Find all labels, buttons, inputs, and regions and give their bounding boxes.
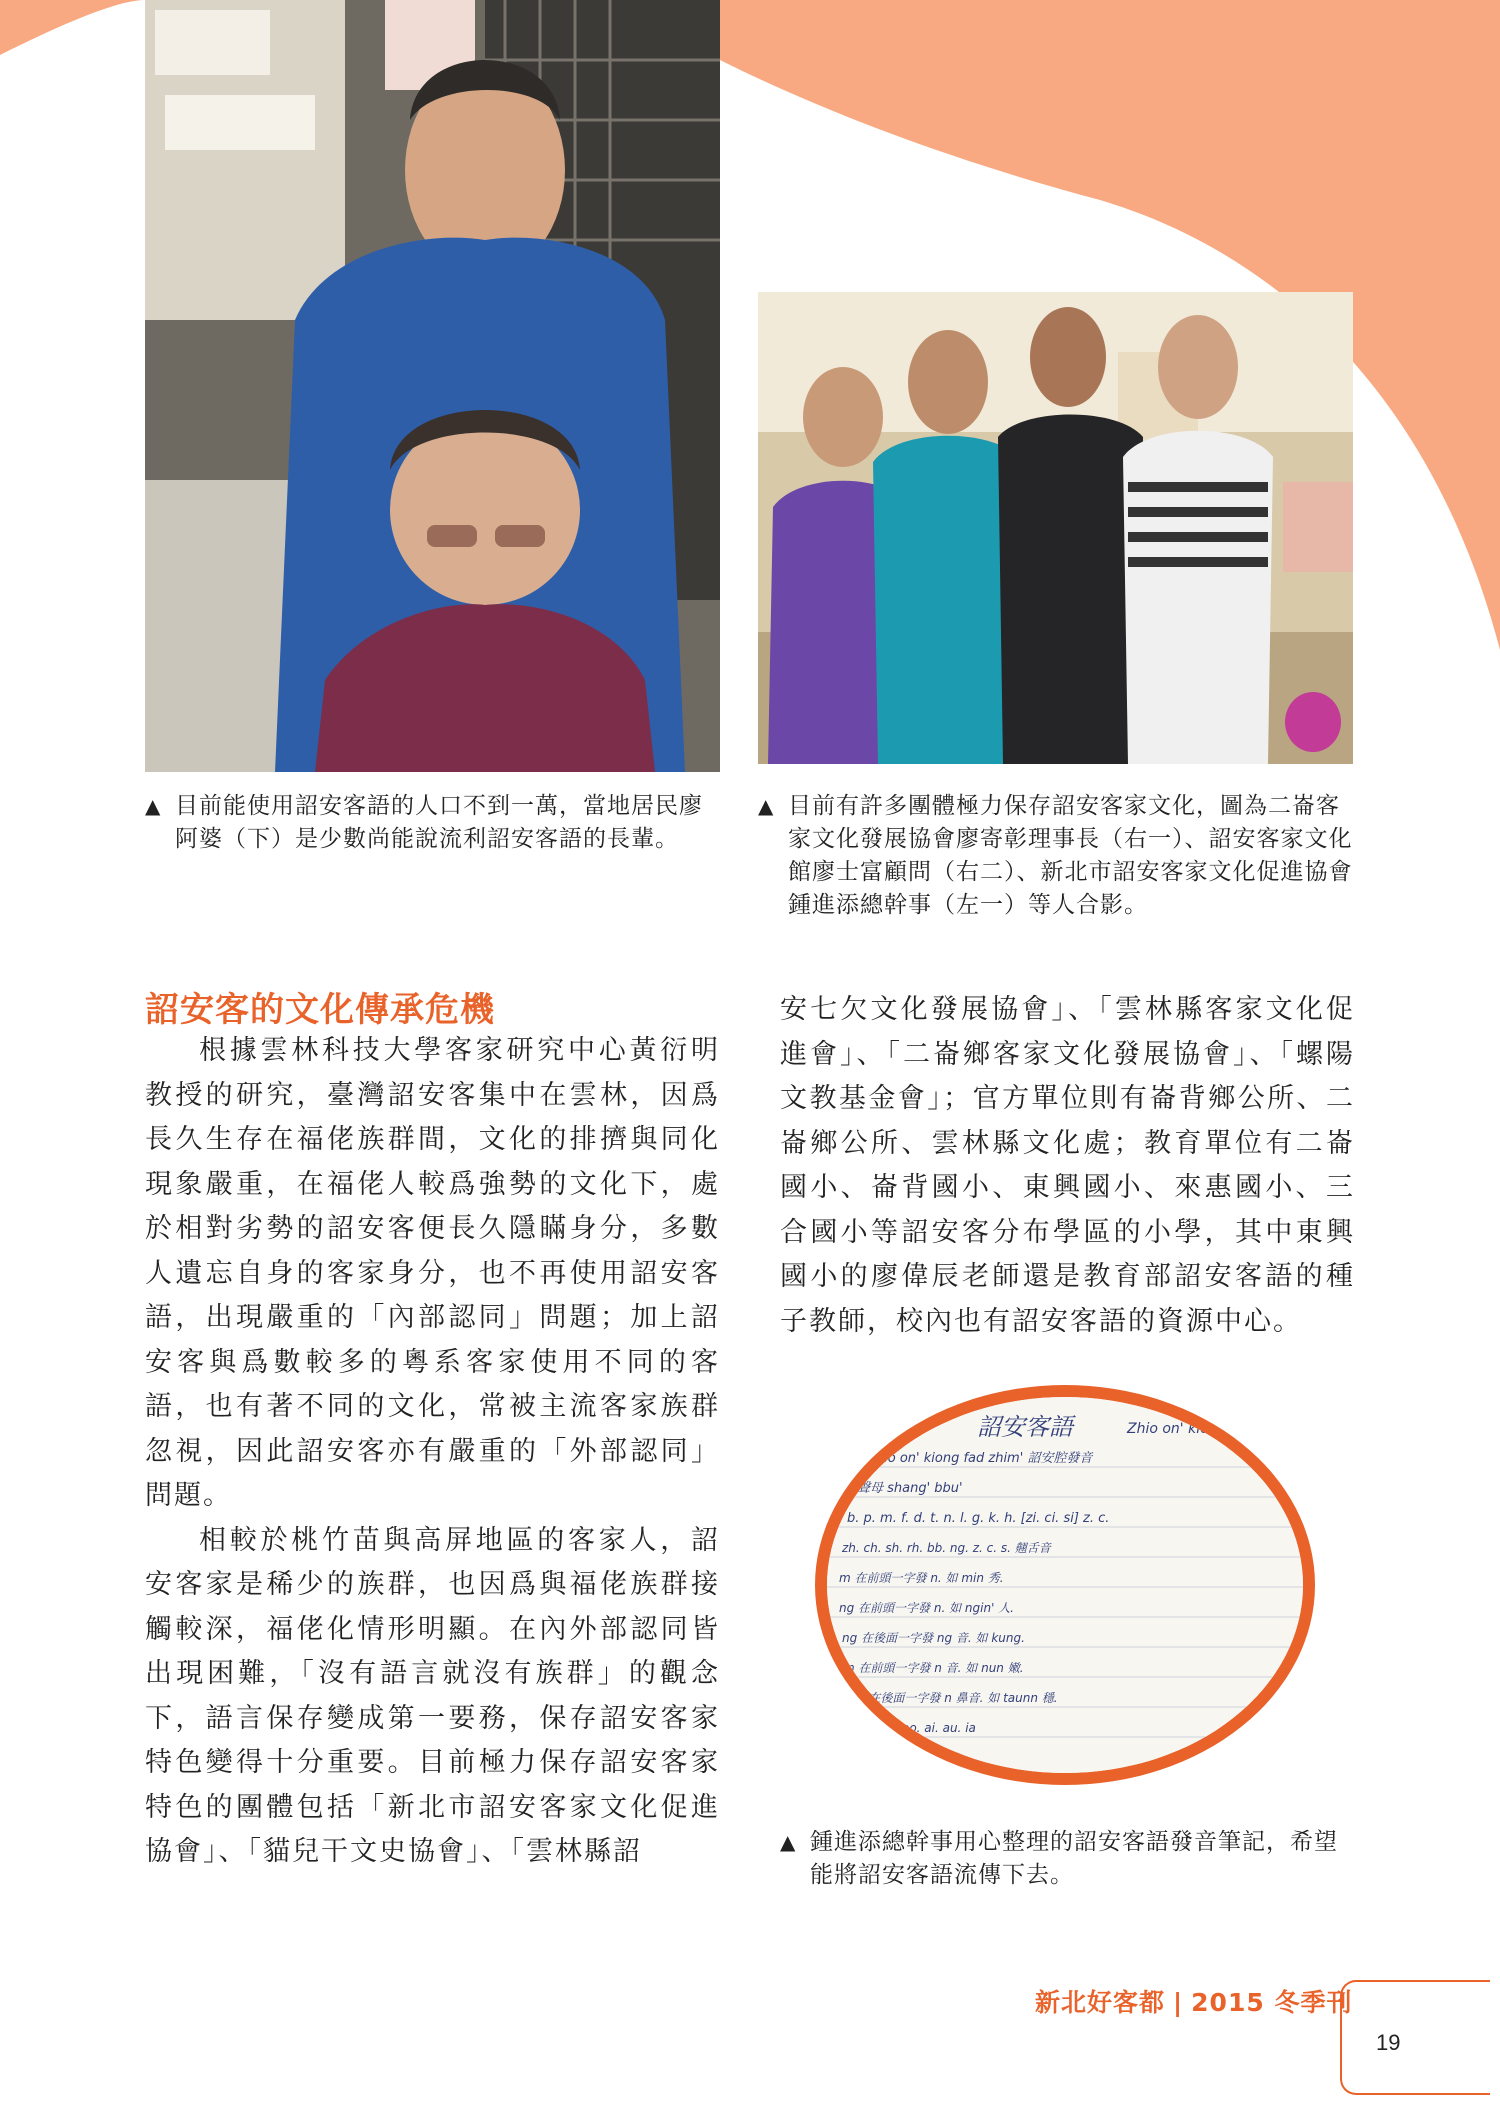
triangle-marker-icon: ▲	[780, 1830, 796, 1854]
notes-line: m 在前頭一字發 n. 如 min 秀.	[839, 1571, 1004, 1585]
notes-title: 詔安客語	[977, 1413, 1073, 1441]
magazine-name: 新北好客都	[1035, 1988, 1166, 2017]
triangle-marker-icon: ▲	[145, 794, 161, 818]
caption-text: 目前有許多團體極力保存詔安客家文化，圖為二崙客家文化發展協會廖寄彰理事長（右一）、詔安客家文化館廖士富顧問（右二）、新北市詔安客家文化促進協會鍾進添總幹事（左一）等人合影。	[788, 793, 1353, 918]
group-of-four-men-photo	[758, 292, 1353, 764]
article-paragraph-continued: 安七欠文化發展協會」、「雲林縣客家文化促進會」、「二崙鄉客家文化發展協會」、「螺陽文教基金會」；官方單位則有崙背鄉公所、二崙鄉公所、雲林縣文化處；教育單位有二崙國小、崙背國小、東興國小、來惠國小、三合國小等詔安客分布學區的小學，其中東興國小的廖偉辰老師還是教育部詔安客語的種子教師，校內也有詔安客語的資源中心。	[780, 994, 1355, 1337]
article-paragraph: 根據雲林科技大學客家研究中心黃衍明教授的研究，臺灣詔安客集中在雲林，因爲長久生存在福佬族群間，文化的排擠與同化現象嚴重，在福佬人較爲強勢的文化下，處於相對劣勢的詔安客便長久隱瞞身分，多數人遺忘自身的客家身分，也不再使用詔安客語，出現嚴重的「內部認同」問題；加上詔安客與爲數較多的粵系客家使用不同的客語，也有著不同的文化，常被主流客家族群忽視，因此詔安客亦有嚴重的「外部認同」問題。	[145, 1035, 720, 1511]
notes-line: ng 在後面一字發 ng 音. 如 kung.	[842, 1631, 1025, 1645]
caption-text: 鍾進添總幹事用心整理的詔安客語發音筆記，希望能將詔安客語流傳下去。	[810, 1829, 1338, 1888]
notes-line: n 在前頭一字發 n 音. 如 nun 嫩.	[847, 1661, 1024, 1675]
photo-caption-notes	[780, 1826, 1360, 1892]
triangle-marker-icon: ▲	[758, 794, 774, 818]
footer-separator: |	[1173, 1988, 1184, 2017]
notes-line: b. p. m. f. d. t. n. l. g. k. h. [zi. ci. si] z. c.	[847, 1511, 1110, 1526]
photo-caption-elderly	[145, 790, 725, 856]
photo-caption-group	[758, 790, 1358, 922]
notes-line: o. oo. ai. au. ia	[887, 1721, 976, 1735]
notes-line: ng 在前頭一字發 n. 如 ngin' 人.	[839, 1601, 1014, 1615]
footer-magazine-issue	[1035, 1983, 1352, 2019]
notes-line: Zhio on' kiong fad zhim' 詔安腔發音	[867, 1451, 1093, 1466]
notes-line: 聲母 shang' bbu'	[857, 1481, 963, 1496]
notes-line: n 在後面一字發 n 鼻音. 如 taunn 穩.	[857, 1691, 1058, 1705]
caption-text: 目前能使用詔安客語的人口不到一萬，當地居民廖阿婆（下）是少數尚能說流利詔安客語的長輩。	[175, 793, 703, 852]
notes-line: zh. ch. sh. rh. bb. ng. z. c. s. 翹舌音	[842, 1541, 1051, 1555]
notes-romanized: Zhio on' kiong	[1127, 1421, 1227, 1437]
issue-label: 2015 冬季刊	[1191, 1988, 1353, 2017]
page-number: 19	[1376, 2030, 1401, 2055]
article-column-right	[780, 988, 1355, 1344]
article-paragraph: 相較於桃竹苗與高屏地區的客家人，詔安客家是稀少的族群，也因爲與福佬族群接觸較深，福佬化情形明顯。在內外部認同皆出現困難，「沒有語言就沒有族群」的觀念下，語言保存變成第一要務，保存詔安客家特色變得十分重要。目前極力保存詔安客家特色的團體包括「新北市詔安客家文化促進協會」、「貓兒干文史協會」、「雲林縣詔	[145, 1524, 720, 1867]
elderly-man-and-woman-photo	[145, 0, 720, 772]
section-heading: 詔安客的文化傳承危機	[145, 990, 495, 1030]
page-number-tab	[1340, 1980, 1490, 2095]
article-column-left	[145, 1029, 720, 1875]
handwritten-notes-photo	[815, 1385, 1315, 1785]
